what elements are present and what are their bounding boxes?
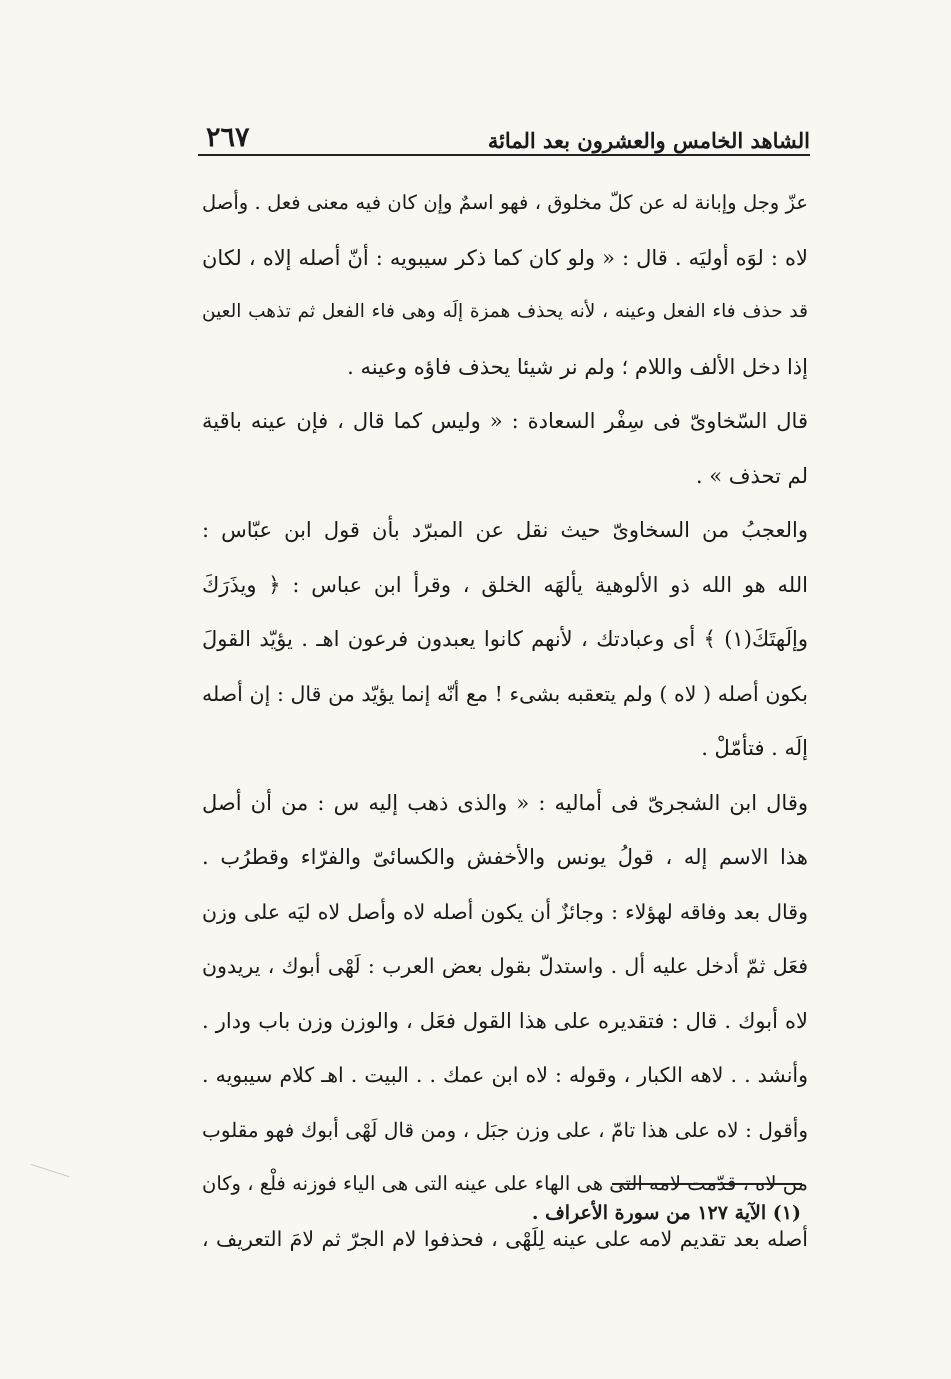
text-line: بكون أصله ( لاه ) ولم يتعقبه بشىء ! مع أنّه إنما يؤيّد من قال : إن أصله <box>202 681 808 706</box>
main-text <box>202 176 808 1266</box>
text-line: وإلَهتَكَ(١) ﴾ أى وعبادتك ، لأنهم كانوا يعبدون فرعون اهـ . يؤيّد القولَ <box>202 627 808 651</box>
footnote-rule <box>612 1183 802 1185</box>
page-number: ٢٦٧ <box>206 122 250 153</box>
text-line: وقال بعد وفاقه لهؤلاء : وجائزٌ أن يكون أصله لاه وأصل لاه ليَه على وزن <box>202 899 808 924</box>
text-line: إلَه . فتأمّلْ . <box>701 736 808 760</box>
text-line: عزّ وجل وإبانة له عن كلّ مخلوق ، فهو اسمٌ وإن كان فيه معنى فعل . وأصل <box>202 191 808 214</box>
text-line: وأنشد . . لاهه الكبار ، وقوله : لاه ابن عمك . . البيت . اهـ كلام سيبويه . <box>202 1063 808 1087</box>
footnote: (١) الآية ١٢٧ من سورة الأعراف . <box>531 1202 801 1224</box>
text-line: لاه أبوك . قال : فتقديره على هذا القول فعَل ، والوزن وزن باب ودار . <box>202 1008 808 1033</box>
text-line: أصله بعد تقديم لامه على عينه لِلَهْى ، فحذفوا لام الجرّ ثم لامَ التعريف ، <box>202 1226 808 1251</box>
header-rule <box>198 154 810 156</box>
text-line: وأقول : لاه على هذا تامّ ، على وزن جبَل ، ومن قال لَهْى أبوك فهو مقلوب <box>202 1117 808 1142</box>
text-line: هذا الاسم إله ، قولُ يونس والأخفش والكسائىّ والفرّاء وقطرُب . <box>202 845 808 869</box>
text-line: لم تحذف » . <box>695 463 808 488</box>
text-line: والعجبُ من السخاوىّ حيث نقل عن المبرّد بأن قول ابن عبّاس : <box>202 518 808 542</box>
text-line: إذا دخل الألف واللام ؛ ولم نر شيئا يحذف فاؤه وعينه . <box>347 354 808 379</box>
text-line: الله هو الله ذو الألوهية يألهَه الخلق ، وقرأ ابن عباس : ﴿ ويذَرَكَ <box>202 572 808 597</box>
text-line: لاه : لوَه أوليَه . قال : « ولو كان كما ذكر سيبويه : أنّ أصله إلاه ، لكان <box>202 245 808 270</box>
text-line: وقال ابن الشجرىّ فى أماليه : « والذى ذهب إليه س : من أن أصل <box>202 790 808 815</box>
text-line: قد حذف فاء الفعل وعينه ، لأنه يحذف همزة إلَه وهى فاء الفعل ثم تذهب العين <box>202 301 808 322</box>
text-line: فعَل ثمّ أدخل عليه أل . واستدلّ بقول بعض العرب : لَهْى أبوك ، يريدون <box>202 954 808 978</box>
running-title: الشاهد الخامس والعشرون بعد المائة <box>487 128 810 153</box>
scan-artifact <box>31 1164 69 1177</box>
text-line: من لاه ، قدّمت لامه التى هى الهاء على عينه التى هى الياء فوزنه فلْع ، وكان <box>202 1172 808 1195</box>
text-line: قال السّخاوىّ فى سِفْر السعادة : « وليس كما قال ، فإن عينه باقية <box>202 409 808 433</box>
